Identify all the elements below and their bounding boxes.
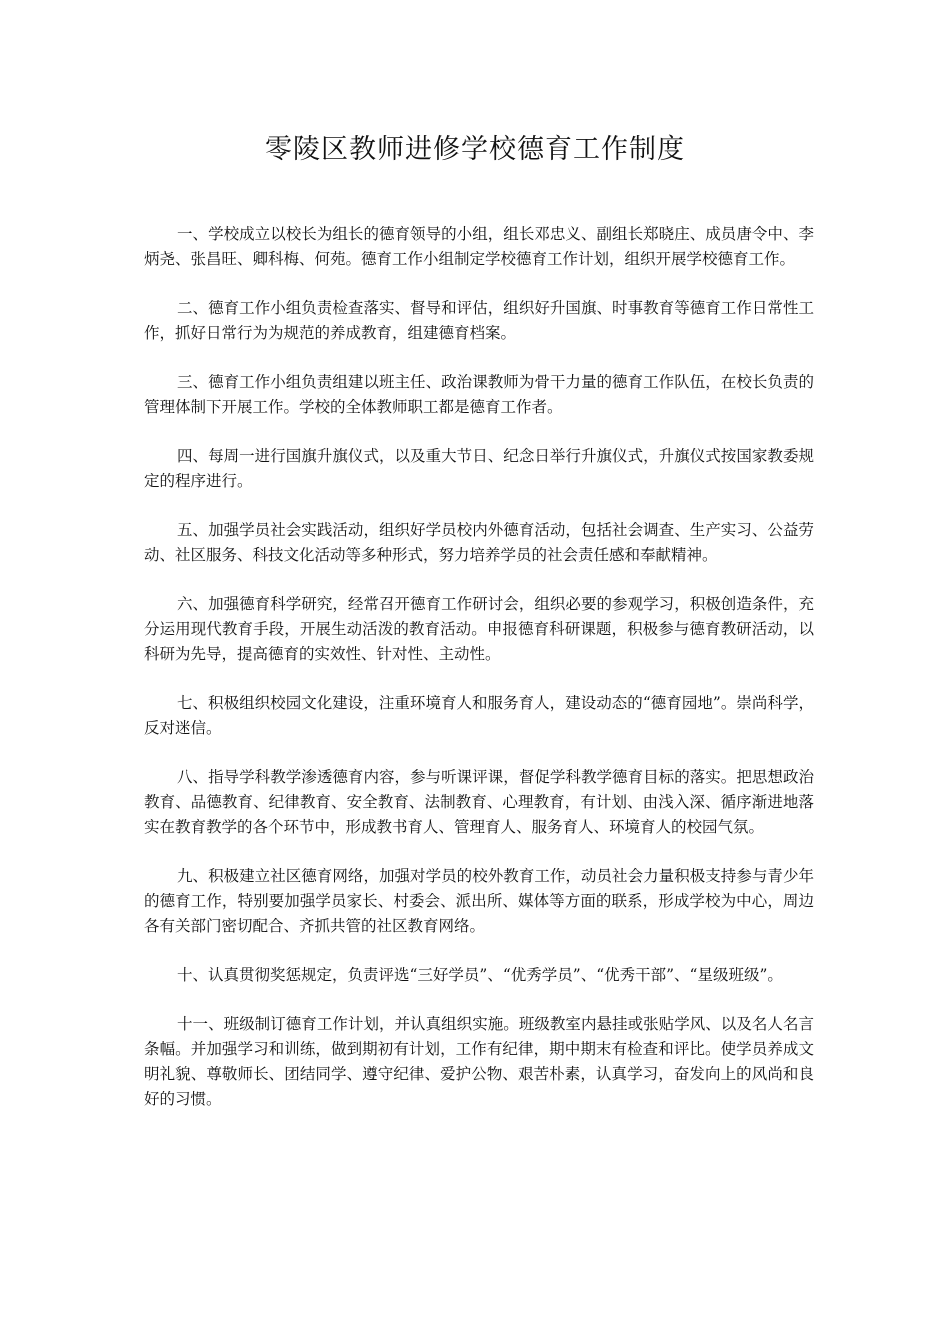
paragraph-5: 五、加强学员社会实践活动，组织好学员校内外德育活动，包括社会调查、生产实习、公益劳动、社区服务、科技文化活动等多种形式，努力培养学员的社会责任感和奉献精神。 — [144, 521, 814, 564]
paragraph-9: 九、积极建立社区德育网络，加强对学员的校外教育工作，动员社会力量积极支持参与青少年的德育工作，特别要加强学员家长、村委会、派出所、媒体等方面的联系，形成学校为中心，周边各有关部门密切配合、齐抓共管的社区教育网络。 — [144, 867, 814, 935]
paragraph-1: 一、学校成立以校长为组长的德育领导的小组，组长邓忠义、副组长郑晓庄、成员唐令中、李炳尧、张昌旺、卿科梅、何苑。德育工作小组制定学校德育工作计划，组织开展学校德育工作。 — [144, 225, 814, 268]
paragraph-7: 七、积极组织校园文化建设，注重环境育人和服务育人，建设动态的“德育园地”。崇尚科学，反对迷信。 — [144, 694, 814, 737]
paragraph-4: 四、每周一进行国旗升旗仪式，以及重大节日、纪念日举行升旗仪式，升旗仪式按国家教委规定的程序进行。 — [144, 447, 814, 490]
paragraph-2: 二、德育工作小组负责检查落实、督导和评估，组织好升国旗、时事教育等德育工作日常性工作，抓好日常行为为规范的养成教育，组建德育档案。 — [144, 299, 814, 342]
paragraph-11: 十一、班级制订德育工作计划，并认真组织实施。班级教室内悬挂或张贴学风、以及名人名言条幅。并加强学习和训练，做到期初有计划，工作有纪律，期中期末有检查和评比。使学员养成文明礼貌、尊敬师长、团结同学、遵守纪律、爱护公物、艰苦朴素，认真学习，奋发向上的风尚和良好的习惯。 — [144, 1015, 814, 1108]
paragraph-10: 十、认真贯彻奖惩规定，负责评选“三好学员”、“优秀学员”、“优秀干部”、“星级班级”。 — [177, 966, 783, 984]
document-body — [144, 222, 814, 1136]
paragraph-8: 八、指导学科教学渗透德育内容，参与听课评课，督促学科教学德育目标的落实。把思想政治教育、品德教育、纪律教育、安全教育、法制教育、心理教育，有计划、由浅入深、循序渐进地落实在教育教学的各个环节中，形成教书育人、管理育人、服务育人、环境育人的校园气氛。 — [144, 768, 814, 836]
document-title: 零陵区教师进修学校德育工作制度 — [265, 134, 685, 165]
paragraph-3: 三、德育工作小组负责组建以班主任、政治课教师为骨干力量的德育工作队伍，在校长负责的管理体制下开展工作。学校的全体教师职工都是德育工作者。 — [144, 373, 814, 416]
paragraph-6: 六、加强德育科学研究，经常召开德育工作研讨会，组织必要的参观学习，积极创造条件，充分运用现代教育手段，开展生动活泼的教育活动。申报德育科研课题，积极参与德育教研活动，以科研为先导，提高德育的实效性、针对性、主动性。 — [144, 595, 814, 663]
